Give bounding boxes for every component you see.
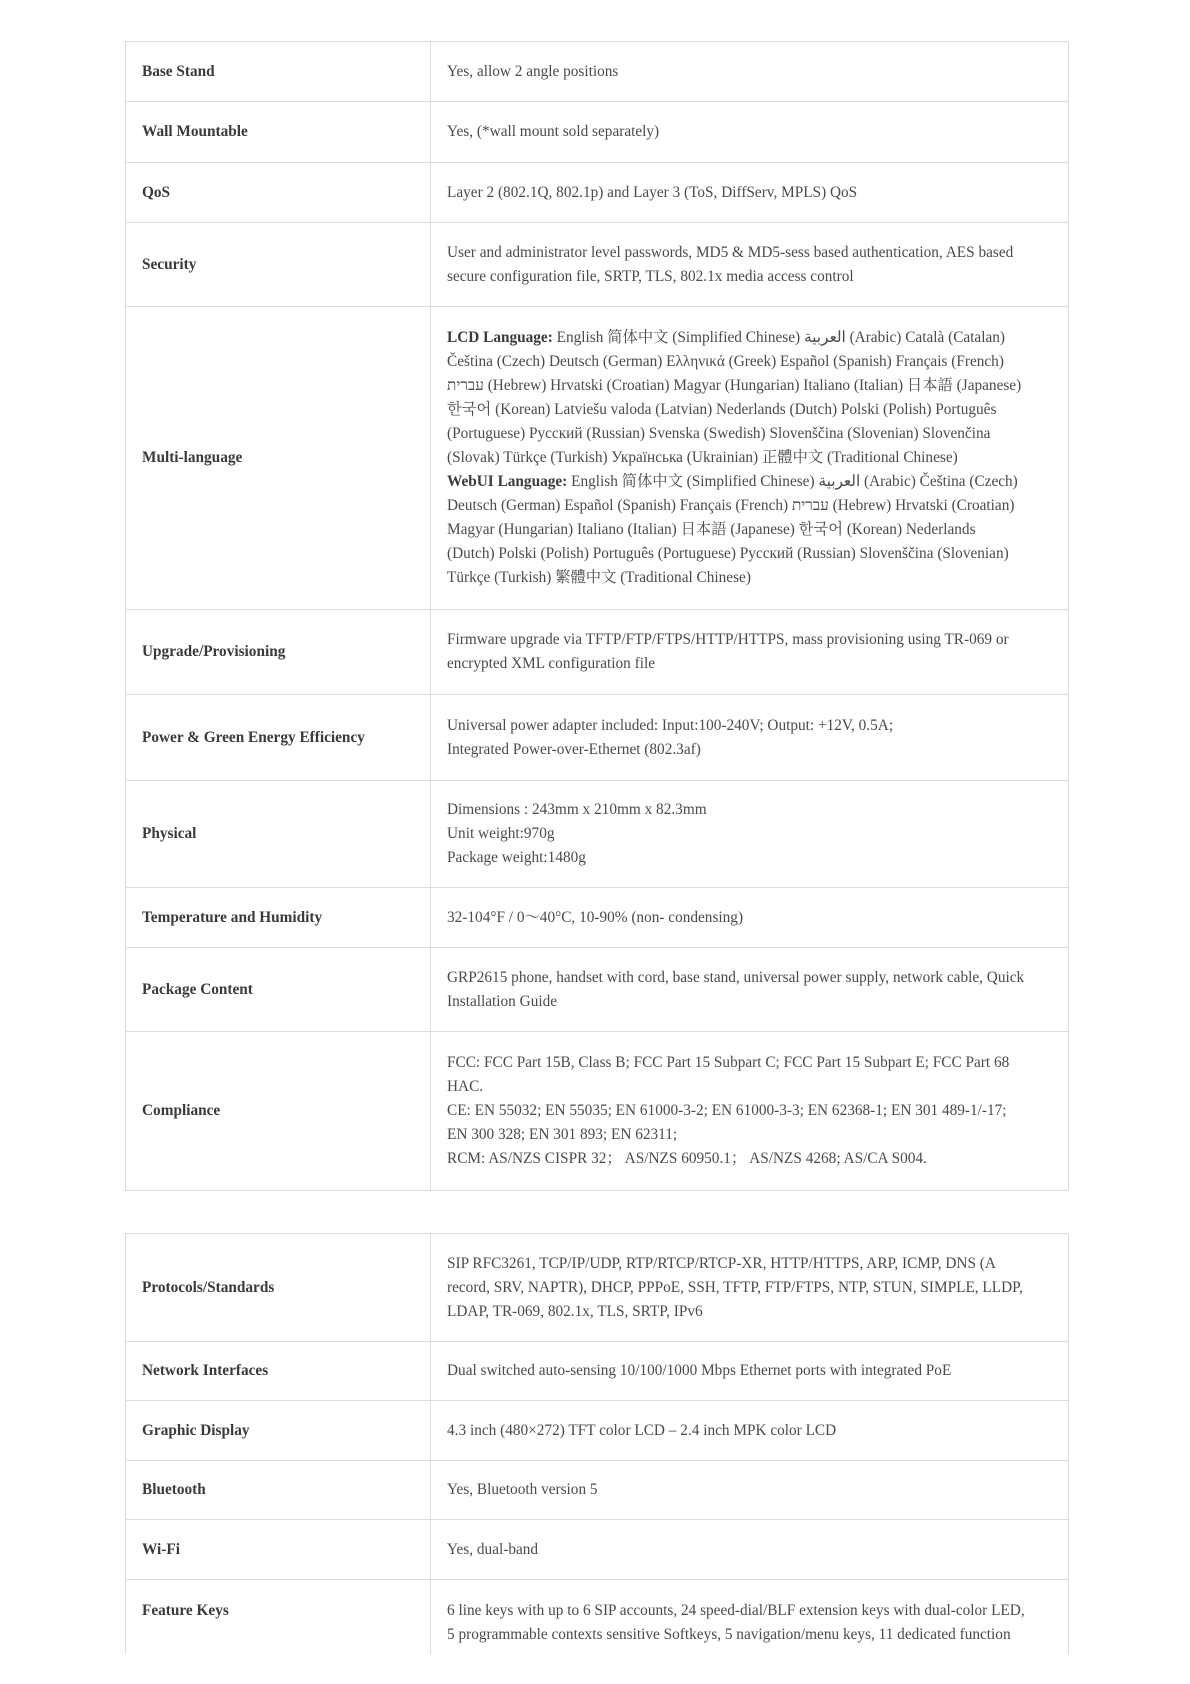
value-line: Dual switched auto-sensing 10/100/1000 Mbps Ethernet ports with integrated PoE <box>447 1362 952 1379</box>
value-line: Unit weight:970g <box>447 825 555 842</box>
table-row <box>126 888 1069 948</box>
table-row <box>126 1520 1069 1580</box>
table-row <box>126 163 1069 223</box>
value-line: RCM: AS/NZS CISPR 32； AS/NZS 60950.1； AS/NZS 4268; AS/CA S004. <box>447 1150 927 1167</box>
table-row <box>126 610 1069 695</box>
table-row <box>126 695 1069 781</box>
row-value <box>431 307 1069 610</box>
row-label: Graphic Display <box>126 1401 431 1461</box>
table-row <box>126 1580 1069 1654</box>
row-value <box>431 223 1069 307</box>
value-line: 32-104°F / 0～40°C, 10-90% (non- condensing) <box>447 908 744 926</box>
value-line: LDAP, TR-069, 802.1x, TLS, SRTP, IPv6 <box>447 1302 703 1320</box>
spec-table-1 <box>125 41 1069 1191</box>
row-label: Network Interfaces <box>126 1342 431 1401</box>
table-row <box>126 948 1069 1032</box>
value-line <box>447 326 1052 350</box>
row-label: Feature Keys <box>126 1580 431 1654</box>
value-line: Čeština (Czech) Deutsch (German) Ελληνικά (Greek) Español (Spanish) Français (French) <box>447 353 1004 370</box>
table-row <box>126 781 1069 888</box>
row-label: Power & Green Energy Efficiency <box>126 695 431 781</box>
value-line: GRP2615 phone, handset with cord, base stand, universal power supply, network cable, Quick <box>447 968 1025 986</box>
row-value <box>431 948 1069 1032</box>
value-line: עברית (Hebrew) Hrvatski (Croatian) Magyar (Hungarian) Italiano (Italian) 日本語 (Japanese) <box>447 377 1022 394</box>
row-value <box>431 888 1069 948</box>
value-line: Layer 2 (802.1Q, 802.1p) and Layer 3 (ToS, DiffServ, MPLS) QoS <box>447 183 858 201</box>
row-value <box>431 1032 1069 1191</box>
table-row <box>126 223 1069 307</box>
table-row <box>126 1234 1069 1342</box>
row-value <box>431 1342 1069 1401</box>
value-line: Yes, allow 2 angle positions <box>447 62 619 80</box>
row-value <box>431 1580 1069 1654</box>
row-value <box>431 163 1069 223</box>
row-label: Wall Mountable <box>126 102 431 163</box>
table-row <box>126 307 1069 610</box>
row-value <box>431 1234 1069 1342</box>
spec-table-2 <box>125 1233 1069 1654</box>
value-line: User and administrator level passwords, MD5 & MD5-sess based authentication, AES based <box>447 243 1014 261</box>
value-line: Universal power adapter included: Input:100-240V; Output: +12V, 0.5A; <box>447 716 894 734</box>
value-line: Yes, Bluetooth version 5 <box>447 1481 598 1498</box>
value-line: CE: EN 55032; EN 55035; EN 61000-3-2; EN 61000-3-3; EN 62368-1; EN 301 489-1/-17; <box>447 1102 1007 1119</box>
row-label: Package Content <box>126 948 431 1032</box>
value-line: Deutsch (German) Español (Spanish) Français (French) עברית (Hebrew) Hrvatski (Croatian) <box>447 497 1015 514</box>
row-value <box>431 781 1069 888</box>
value-line: (Portuguese) Русский (Russian) Svenska (Swedish) Slovenščina (Slovenian) Slovenčina <box>447 425 991 442</box>
row-label: Upgrade/Provisioning <box>126 610 431 695</box>
value-line: Türkçe (Turkish) 繁體中文 (Traditional Chinese) <box>447 569 751 586</box>
row-value <box>431 1520 1069 1580</box>
value-line: Magyar (Hungarian) Italiano (Italian) 日本語 (Japanese) 한국어 (Korean) Nederlands <box>447 521 976 538</box>
value-line: HAC. <box>447 1078 484 1095</box>
value-line: FCC: FCC Part 15B, Class B; FCC Part 15 Subpart C; FCC Part 15 Subpart E; FCC Part 68 <box>447 1054 1010 1071</box>
value-line: 5 programmable contexts sensitive Softkeys, 5 navigation/menu keys, 11 dedicated function <box>447 1626 1011 1643</box>
row-value <box>431 695 1069 781</box>
value-line <box>447 470 1052 494</box>
row-label: Bluetooth <box>126 1461 431 1520</box>
value-line: Installation Guide <box>447 992 558 1010</box>
value-line: Firmware upgrade via TFTP/FTP/FTPS/HTTP/HTTPS, mass provisioning using TR-069 or <box>447 631 1009 648</box>
table-row <box>126 1401 1069 1461</box>
row-label: Temperature and Humidity <box>126 888 431 948</box>
row-label: Multi-language <box>126 307 431 610</box>
row-label: QoS <box>126 163 431 223</box>
value-line: record, SRV, NAPTR), DHCP, PPPoE, SSH, TFTP, FTP/FTPS, NTP, STUN, SIMPLE, LLDP, <box>447 1278 1023 1296</box>
table-row <box>126 1032 1069 1191</box>
table-row <box>126 42 1069 102</box>
table-row <box>126 102 1069 163</box>
row-label: Wi-Fi <box>126 1520 431 1580</box>
row-label: Protocols/Standards <box>126 1234 431 1342</box>
value-line: Yes, (*wall mount sold separately) <box>447 123 660 140</box>
lcd-language-text: English 简体中文 (Simplified Chinese) العربية (Arabic) Català (Catalan) <box>552 329 1006 346</box>
value-line: SIP RFC3261, TCP/IP/UDP, RTP/RTCP/RTCP-XR, HTTP/HTTPS, ARP, ICMP, DNS (A <box>447 1254 996 1272</box>
value-line: Dimensions : 243mm x 210mm x 82.3mm <box>447 801 707 818</box>
value-line: encrypted XML configuration file <box>447 655 655 672</box>
table-row <box>126 1342 1069 1401</box>
value-line: 6 line keys with up to 6 SIP accounts, 24 speed-dial/BLF extension keys with dual-color LED, <box>447 1602 1025 1619</box>
webui-language-label: WebUI Language: <box>447 473 568 490</box>
row-value <box>431 42 1069 102</box>
value-line: (Dutch) Polski (Polish) Português (Portuguese) Русский (Russian) Slovenščina (Slovenian) <box>447 545 1009 562</box>
row-label: Base Stand <box>126 42 431 102</box>
lcd-language-label: LCD Language: <box>447 329 553 346</box>
row-value <box>431 102 1069 163</box>
row-label: Compliance <box>126 1032 431 1191</box>
value-line: 한국어 (Korean) Latviešu valoda (Latvian) Nederlands (Dutch) Polski (Polish) Português <box>447 401 997 418</box>
row-value <box>431 1401 1069 1461</box>
value-line: (Slovak) Türkçe (Turkish) Українська (Ukrainian) 正體中文 (Traditional Chinese) <box>447 449 958 466</box>
value-line: 4.3 inch (480×272) TFT color LCD – 2.4 inch MPK color LCD <box>447 1421 837 1439</box>
row-value <box>431 1461 1069 1520</box>
webui-language-text: English 简体中文 (Simplified Chinese) العربية (Arabic) Čeština (Czech) <box>567 473 1018 490</box>
value-line: Integrated Power-over-Ethernet (802.3af) <box>447 740 701 758</box>
table-row <box>126 1461 1069 1520</box>
value-line: secure configuration file, SRTP, TLS, 802.1x media access control <box>447 267 854 285</box>
value-line: EN 300 328; EN 301 893; EN 62311; <box>447 1126 678 1143</box>
value-line: Package weight:1480g <box>447 849 586 866</box>
row-label: Physical <box>126 781 431 888</box>
row-label: Security <box>126 223 431 307</box>
value-line: Yes, dual-band <box>447 1540 539 1558</box>
row-value <box>431 610 1069 695</box>
